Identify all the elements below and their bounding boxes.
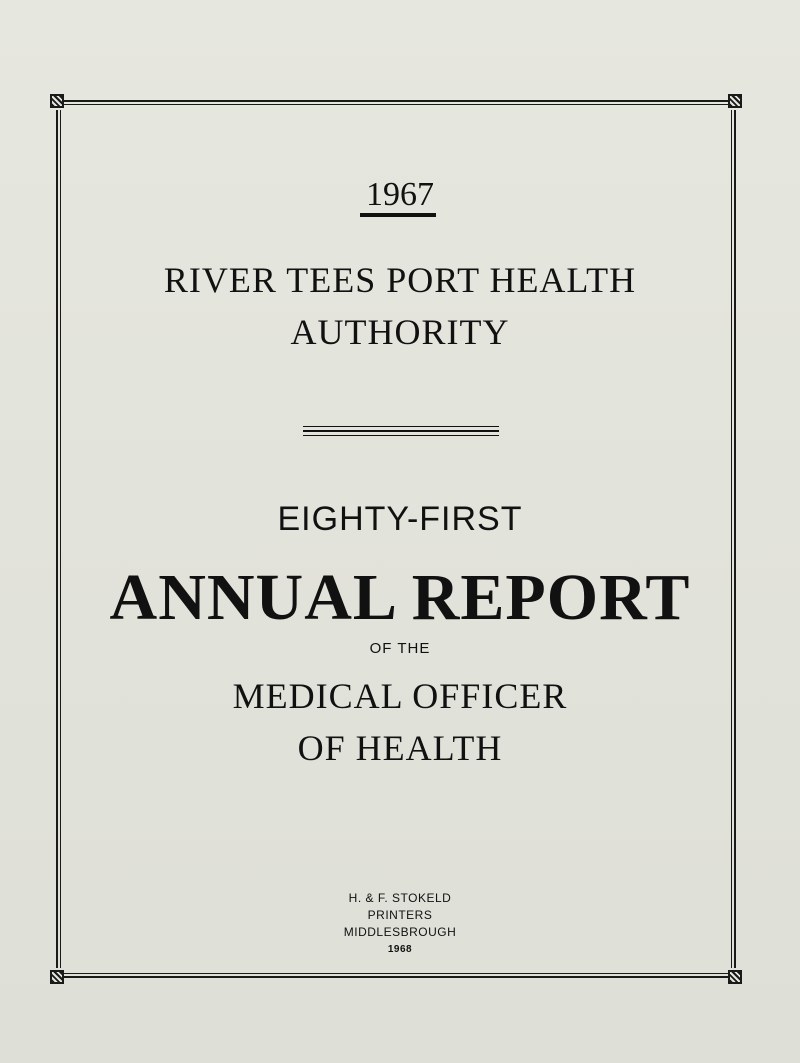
authority-line-1: RIVER TEES PORT HEALTH xyxy=(163,260,637,300)
officer-title xyxy=(0,670,800,774)
divider-rule xyxy=(303,430,499,432)
corner-ornament-icon xyxy=(50,94,64,108)
print-year: 1968 xyxy=(387,944,413,955)
divider-rule xyxy=(303,426,499,427)
corner-ornament-icon xyxy=(728,94,742,108)
corner-ornament-icon xyxy=(728,970,742,984)
divider-rule xyxy=(303,435,499,436)
printer-imprint xyxy=(0,890,800,958)
border-right-inner-line xyxy=(731,110,732,968)
border-left-inner-line xyxy=(60,110,61,968)
report-title: ANNUAL REPORT xyxy=(109,561,691,634)
report-year: 1967 xyxy=(366,176,434,213)
border-left-line xyxy=(56,110,58,968)
border-top-line xyxy=(64,100,728,102)
border-bottom-line xyxy=(64,976,728,978)
of-the-label: OF THE xyxy=(369,640,431,657)
printer-role: PRINTERS xyxy=(367,908,433,922)
printer-name: H. & F. STOKELD xyxy=(348,891,452,905)
officer-line-2: OF HEALTH xyxy=(297,728,503,768)
report-ordinal: EIGHTY-FIRST xyxy=(277,500,523,538)
corner-ornament-icon xyxy=(50,970,64,984)
authority-name xyxy=(0,254,800,358)
border-bottom-inner-line xyxy=(64,973,728,974)
border-top-inner-line xyxy=(64,104,728,105)
year-underline xyxy=(360,213,436,217)
officer-line-1: MEDICAL OFFICER xyxy=(232,676,568,716)
decorative-border xyxy=(50,94,742,984)
authority-line-2: AUTHORITY xyxy=(290,312,510,352)
printer-city: MIDDLESBROUGH xyxy=(343,925,457,939)
border-right-line xyxy=(734,110,736,968)
